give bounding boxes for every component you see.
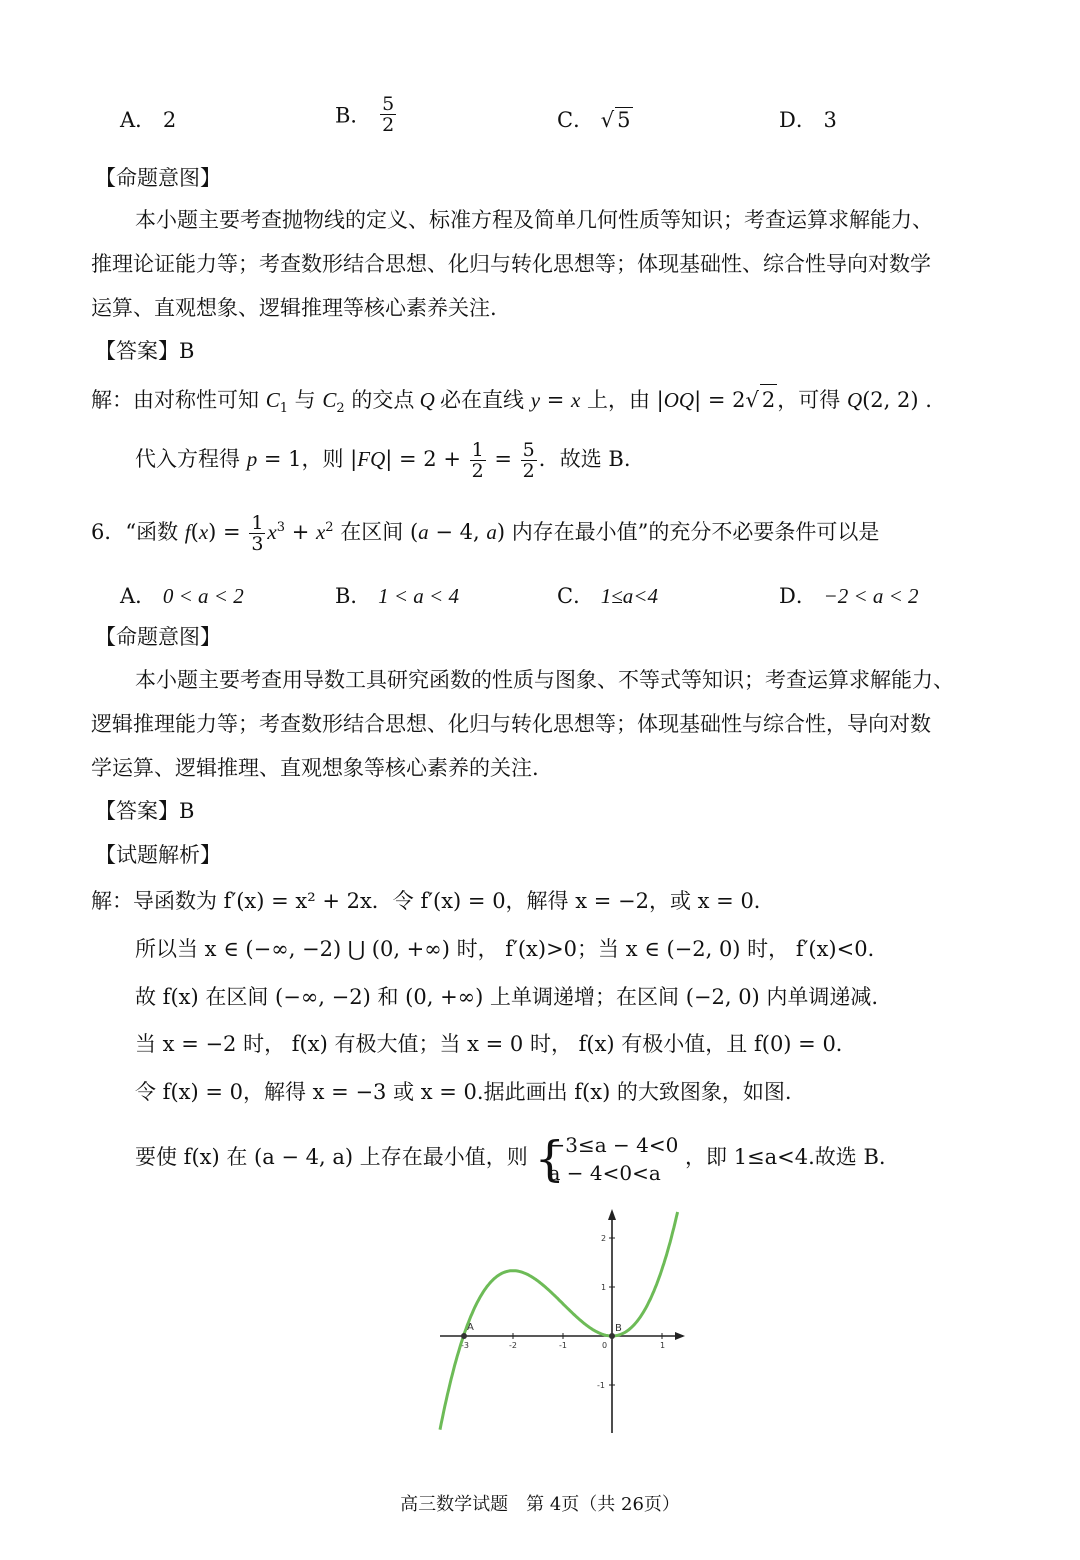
y-tick-label: 1 [601, 1283, 607, 1292]
x-tick-label: -1 [559, 1341, 567, 1350]
point-a [461, 1333, 467, 1339]
function-curve [440, 1212, 678, 1430]
brace-icon: { [534, 1130, 566, 1187]
page-footer: 高三数学试题 第 4页（共 26页） [400, 1494, 680, 1515]
solution-line: 所以当 x ∈ (−∞, −2) ⋃ (0, +∞) 时， f′(x)>0；当 x ∈ (−2, 0) 时， f′(x)<0． [135, 937, 889, 961]
question-stem: 6．“函数 f(x) = $\frac{1}{3}$ $x^3 + x^2$ 在区间 (a − 4, a) 内存在最小值”的充分不必要条件可以是 [91, 512, 880, 555]
inequality-system: { −3≤a − 4<0 a − 4<0<a [534, 1130, 679, 1187]
function-graph [425, 1205, 695, 1435]
paragraph-line: 推理论证能力等；考查数形结合思想、化归与转化思想等；体现基础性、综合性导向对数学 [91, 252, 931, 276]
solution-line: 要使 f(x) 在 (a − 4, a) 上存在最小值，则 { −3≤a − 4<0 a − 4<0<a ，即 1≤a<4.故选 B. [135, 1130, 886, 1187]
q6-option-b: B． 1 < a < 4 [335, 584, 459, 608]
x-tick-label: -3 [461, 1341, 469, 1350]
fraction: $\frac{5}{2}$ [382, 93, 395, 136]
q6-option-a: A． 0 < a < 2 [120, 584, 244, 608]
q5-option-d: D． 3 [779, 108, 837, 132]
solution-line: 令 f(x) = 0，解得 x = −3 或 x = 0.据此画出 f(x) 的大致图象，如图. [135, 1080, 792, 1104]
paragraph-line: 本小题主要考查抛物线的定义、标准方程及简单几何性质等知识；考查运算求解能力、 [135, 208, 933, 232]
paragraph-line: 学运算、逻辑推理、直观想象等核心素养的关注. [91, 756, 539, 780]
solution-line: 当 x = −2 时， f(x) 有极大值；当 x = 0 时， f(x) 有极小值，且 f(0) = 0． [135, 1032, 857, 1056]
x-axis-arrow-icon [675, 1332, 685, 1340]
solution-line: 故 f(x) 在区间 (−∞, −2) 和 (0, +∞) 上单调递增；在区间 (−2, 0) 内单调递减. [135, 985, 879, 1009]
q5-option-a: A． 2 [120, 108, 177, 132]
q6-option-c: C． 1≤a<4 [557, 584, 658, 608]
point-b-label: B [615, 1323, 622, 1334]
q5-option-c: C． √ 5 [557, 108, 631, 132]
solution-line: 解：由对称性可知 $C_1$ 与 $C_2$ 的交点 Q 必在直线 y = x 上，由 |OQ| = 2√ 2，可得 Q(2, 2) . [91, 384, 932, 424]
paragraph-line: 运算、直观想象、逻辑推理等核心素养关注. [91, 296, 497, 320]
x-tick-label: -2 [509, 1341, 517, 1350]
paragraph-line: 逻辑推理能力等；考查数形结合思想、化归与转化思想等；体现基础性与综合性，导向对数 [91, 712, 931, 736]
y-axis-arrow-icon [608, 1209, 616, 1220]
solution-line: 代入方程得 p = 1，则 |FQ| = 2 + $\frac{1}{2}$ = $\frac{5}{2}$ ．故选 B. [135, 439, 631, 482]
y-tick-label: 2 [601, 1234, 607, 1243]
q5-option-b: B． $\frac{5}{2}$ [335, 93, 395, 136]
x-tick-label: 1 [660, 1341, 666, 1350]
section-heading: 【命题意图】 [95, 166, 221, 190]
answer-heading: 【答案】B [95, 799, 195, 823]
answer-heading: 【答案】B [95, 339, 195, 363]
section-heading: 【命题意图】 [95, 625, 221, 649]
q6-option-d: D． −2 < a < 2 [779, 584, 919, 608]
point-a-label: A [467, 1322, 474, 1333]
paragraph-line: 本小题主要考查用导数工具研究函数的性质与图象、不等式等知识；考查运算求解能力、 [135, 668, 954, 692]
solution-line: 解：导函数为 f′(x) = x² + 2x．令 f′(x) = 0，解得 x = −2，或 x = 0． [91, 889, 775, 913]
x-tick-label: 0 [602, 1341, 608, 1350]
section-heading: 【试题解析】 [95, 843, 221, 867]
y-tick-label: -1 [597, 1381, 605, 1390]
